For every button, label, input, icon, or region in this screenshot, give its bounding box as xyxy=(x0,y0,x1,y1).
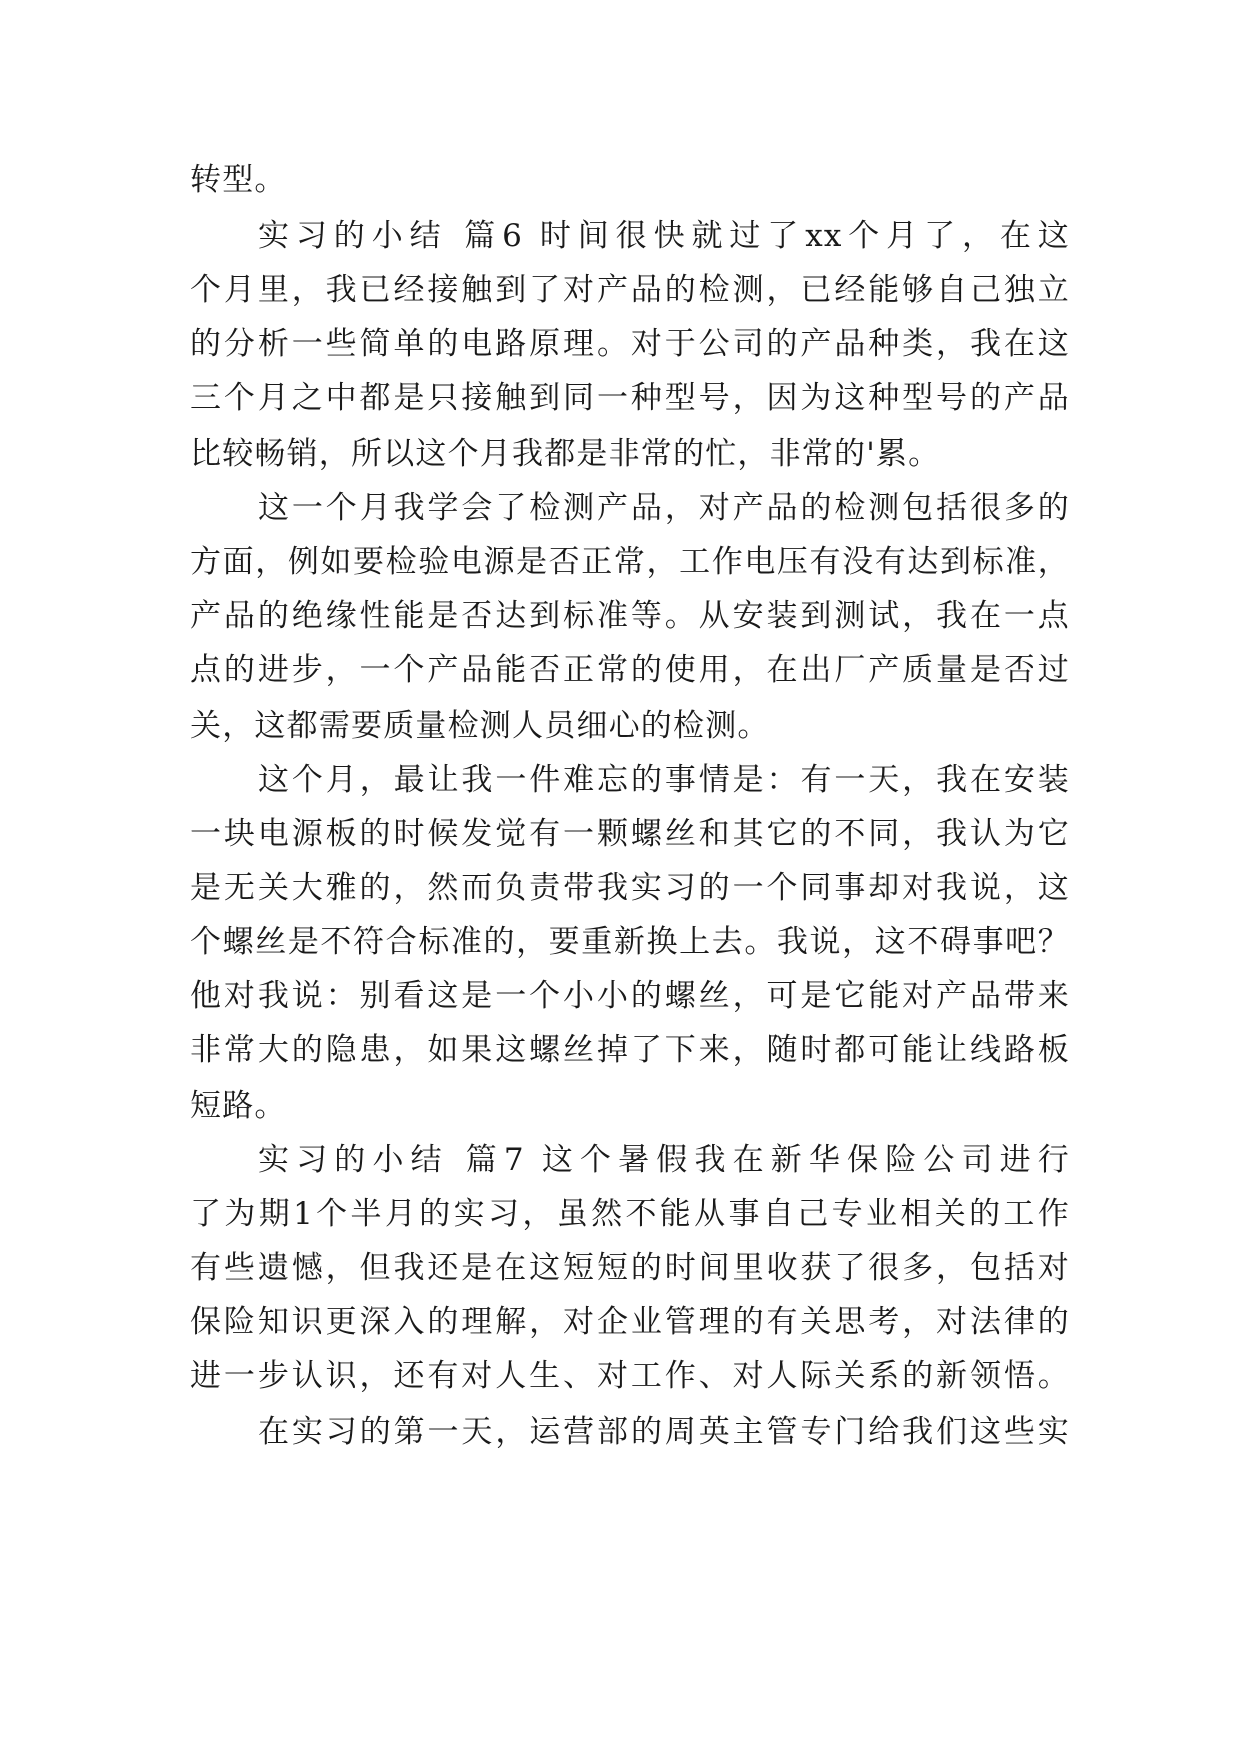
text-line: 短路。 xyxy=(190,1088,287,1124)
text-line: 是无关大雅的，然而负责带我实习的一个同事却对我说，这 xyxy=(190,870,1070,906)
text-line: 保险知识更深入的理解，对企业管理的有关思考，对法律的 xyxy=(190,1304,1070,1340)
text-line: 关，这都需要质量检测人员细心的检测。 xyxy=(190,708,770,744)
text-line: 有些遗憾，但我还是在这短短的时间里收获了很多，包括对 xyxy=(190,1250,1070,1286)
text-line: 实习的小结 篇7 这个暑假我在新华保险公司进行 xyxy=(258,1142,1070,1178)
text-line: 这个月，最让我一件难忘的事情是：有一天，我在安装 xyxy=(258,762,1070,798)
text-line: 的分析一些简单的电路原理。对于公司的产品种类，我在这 xyxy=(190,326,1070,362)
text-line: 比较畅销，所以这个月我都是非常的忙，非常的'累。 xyxy=(190,436,941,472)
text-line: 一块电源板的时候发觉有一颗螺丝和其它的不同，我认为它 xyxy=(190,816,1070,852)
text-line: 三个月之中都是只接触到同一种型号，因为这种型号的产品 xyxy=(190,380,1070,416)
text-line: 转型。 xyxy=(190,162,287,198)
text-line: 方面，例如要检验电源是否正常，工作电压有没有达到标准， xyxy=(190,544,1070,580)
text-line: 个螺丝是不符合标准的，要重新换上去。我说，这不碍事吧？ xyxy=(190,924,1070,960)
text-line: 这一个月我学会了检测产品，对产品的检测包括很多的 xyxy=(258,490,1070,526)
text-line: 了为期1个半月的实习，虽然不能从事自己专业相关的工作 xyxy=(190,1196,1070,1232)
text-line: 实习的小结 篇6 时间很快就过了xx个月了，在这 xyxy=(258,218,1070,254)
text-line: 在实习的第一天，运营部的周英主管专门给我们这些实 xyxy=(258,1414,1070,1450)
text-line: 非常大的隐患，如果这螺丝掉了下来，随时都可能让线路板 xyxy=(190,1032,1070,1068)
text-line: 点的进步，一个产品能否正常的使用，在出厂产质量是否过 xyxy=(190,652,1070,688)
text-line: 产品的绝缘性能是否达到标准等。从安装到测试，我在一点 xyxy=(190,598,1070,634)
text-line: 他对我说：别看这是一个小小的螺丝，可是它能对产品带来 xyxy=(190,978,1070,1014)
text-line: 进一步认识，还有对人生、对工作、对人际关系的新领悟。 xyxy=(190,1358,1070,1394)
text-line: 个月里，我已经接触到了对产品的检测，已经能够自己独立 xyxy=(190,272,1070,308)
